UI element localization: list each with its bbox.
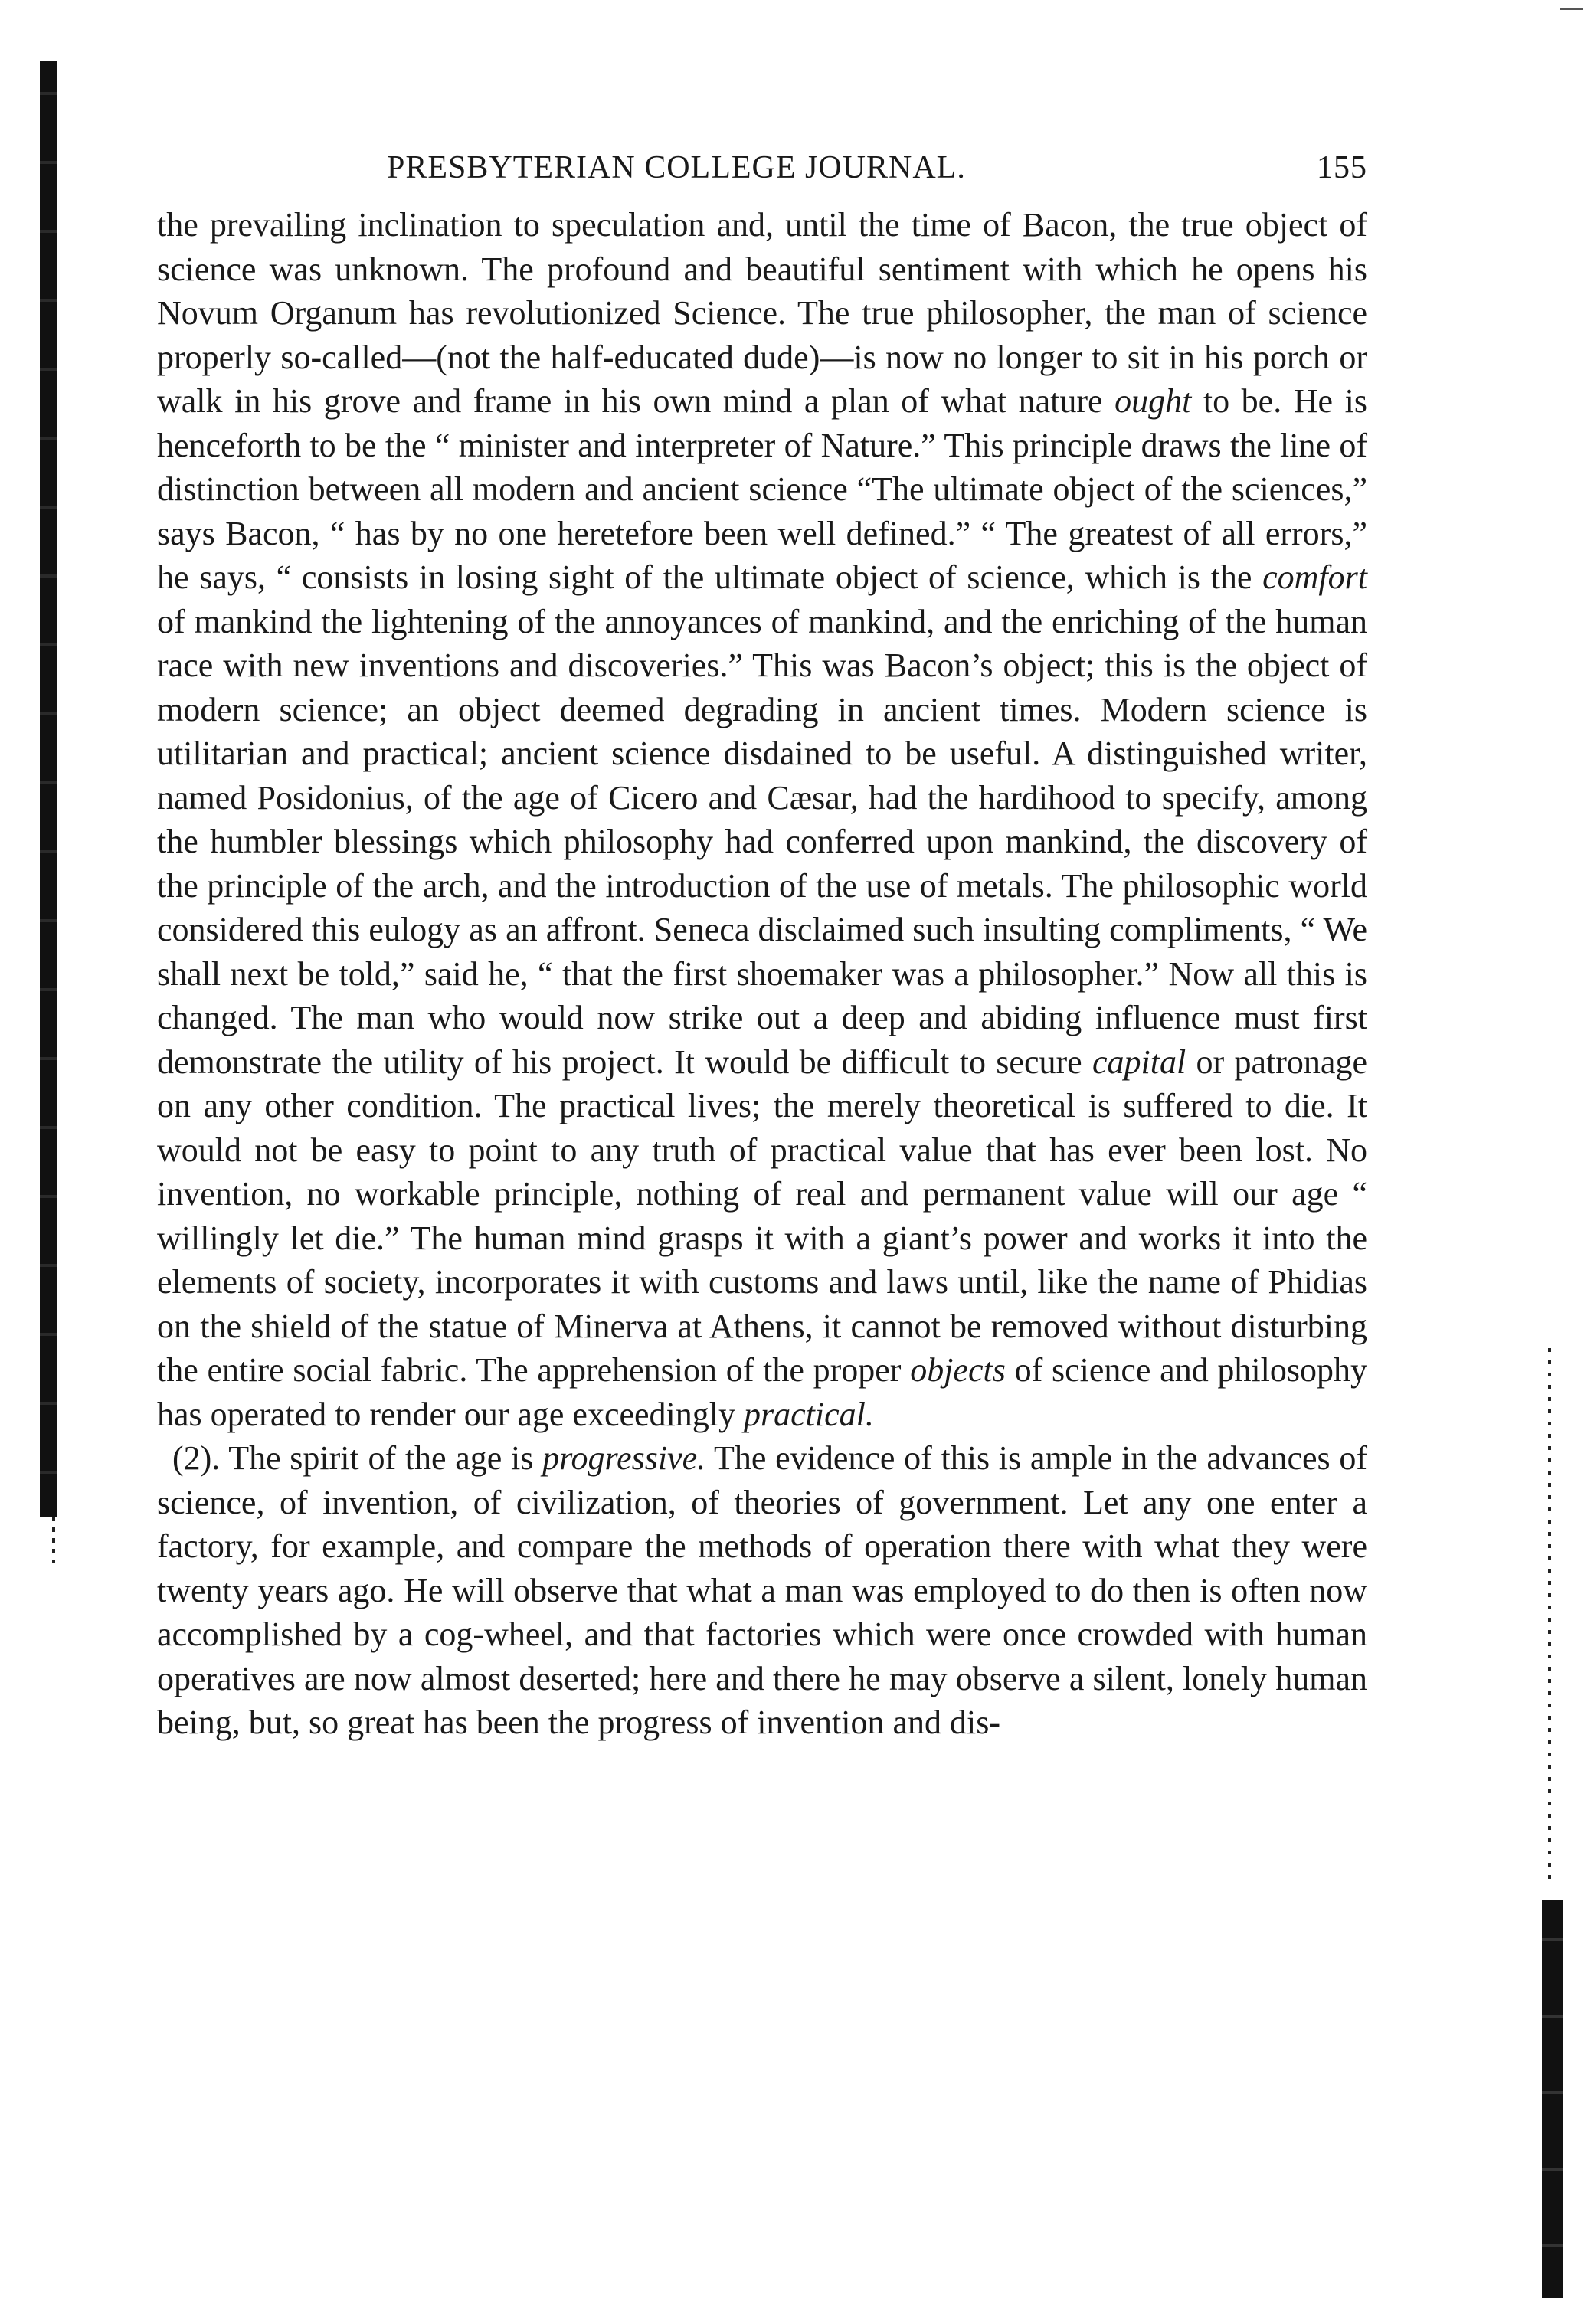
page-number: 155 (1317, 150, 1367, 185)
journal-page (157, 149, 1367, 1745)
text-run: the prevailing inclination to speculation and, until the time of Bacon, the true object of science was unknown. The profound and beautiful sentiment with which he opens his Novum Organum has revolutionized Science. The true philosopher, the man of science properly so-called—(not the half-educated dude)—is now no longer to sit in his porch or walk in his grove and frame in his own mind a plan of what nature (157, 206, 1367, 420)
running-head (157, 149, 1367, 203)
italic-run: comfort (1262, 558, 1367, 596)
italic-run: ought (1114, 382, 1192, 420)
italic-run: capital (1092, 1043, 1186, 1081)
paragraph (157, 1436, 1367, 1745)
article-body (157, 203, 1367, 1745)
paragraph (157, 203, 1367, 1436)
italic-run: progressive. (542, 1439, 706, 1477)
text-run: The evidence of this is ample in the advances of science, of invention, of civilization, of theories of government. Let any one enter a factory, for example, and compare the methods of operation there with what they were twenty years ago. He will observe that what a man was employed to do then is often now accomplished by a cog-wheel, and that factories which were once crowded with human operatives are now almost deserted; here and there he may observe a silent, lonely human being, but, so great has been the progress of invention and dis- (157, 1439, 1367, 1741)
text-run: of science and philosophy has operated to render our age exceedingly (157, 1351, 1368, 1433)
text-run: of mankind the lightening of the annoyances of mankind, and the enriching of the human race with new inventions and discoveries.” This was Bacon’s object; this is the object of modern science; an object deemed degrading in ancient times. Modern science is utilitarian and practical; ancient science disdained to be useful. A distinguished writer, named Posidonius, of the age of Cicero and Cæsar, had the hardihood to specify, among the humbler blessings which philosophy had conferred upon mankind, the discovery of the principle of the arch, and the introduction of the use of metals. The philosophic world considered this eulogy as an affront. Seneca disclaimed such insulting compliments, “ We shall next be told,” said he, “ that the first shoemaker was a philosopher.” Now all this is changed. The man who would now strike out a deep and abiding influence must first demonstrate the utility of his project. It would be difficult to secure (157, 602, 1367, 1081)
scan-binding-edge-right (1542, 1900, 1563, 2298)
italic-run: objects (910, 1351, 1006, 1389)
scan-corner-mark (1560, 8, 1583, 10)
scan-binding-dots-left (52, 1517, 55, 1563)
text-run: (2). The spirit of the age is (172, 1439, 543, 1477)
text-run: to be. He is henceforth to be the “ minister and interpreter of Nature.” This principle draws the line of distinction between all modern and ancient science “The ultimate object of the sciences,” says Bacon, “ has by no one heretefore been well defined.” “ The greatest of all errors,” he says, “ consists in losing sight of the ultimate object of science, which is the (157, 382, 1367, 596)
journal-title: PRESBYTERIAN COLLEGE JOURNAL. (387, 150, 966, 185)
scan-binding-dots-right (1548, 1348, 1551, 1884)
scan-binding-edge-left (40, 61, 57, 1517)
text-run: or patronage on any other condition. The practical lives; the merely theoretical is suffered to die. It would not be easy to point to any truth of practical value that has ever been lost. No invention, no workable principle, nothing of real and permanent value will our age “ willingly let die.” The human mind grasps it with a giant’s power and works it into the elements of society, incorporates it with customs and laws until, like the name of Phidias on the shield of the statue of Minerva at Athens, it cannot be removed without disturbing the entire social fabric. The apprehension of the proper (157, 1043, 1367, 1389)
italic-run: practical. (743, 1395, 874, 1433)
